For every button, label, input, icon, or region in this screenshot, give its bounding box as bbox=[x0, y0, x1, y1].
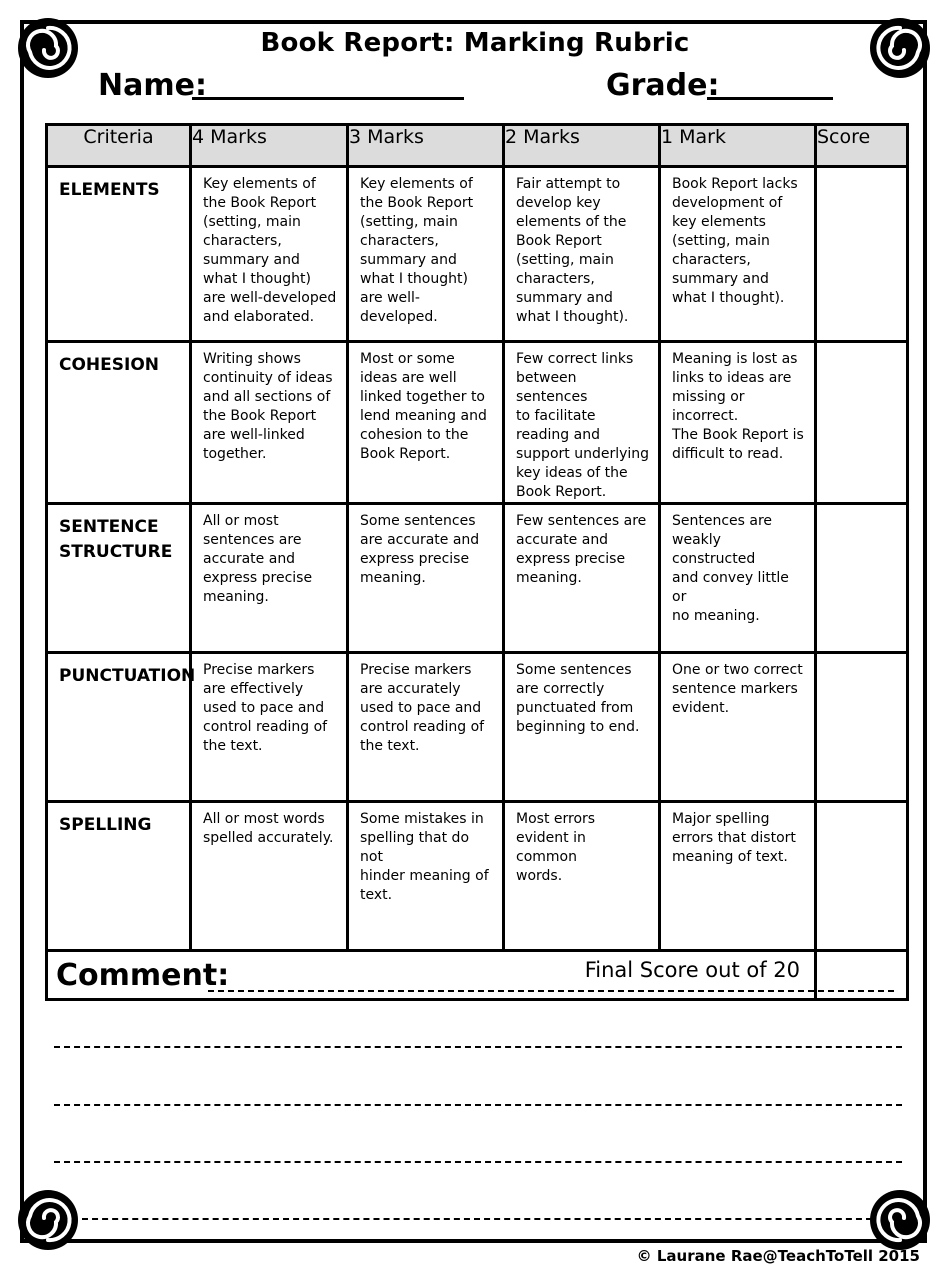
final-score-label: Final Score out of 20 bbox=[47, 951, 816, 1000]
table-row bbox=[47, 167, 908, 342]
rubric-cell: Some mistakes in spelling that do not hinder meaning of text. bbox=[348, 802, 504, 951]
rubric-cell: All or most words spelled accurately. bbox=[191, 802, 348, 951]
rubric-cell: Book Report lacks development of key elements (setting, main characters, summary and what I thought). bbox=[660, 167, 816, 342]
rubric-cell: Precise markers are effectively used to pace and control reading of the text. bbox=[191, 653, 348, 802]
rubric-cell: Major spelling errors that distort meaning of text. bbox=[660, 802, 816, 951]
rubric-cell: Few sentences are accurate and express precise meaning. bbox=[504, 504, 660, 653]
rubric-cell: Few correct links between sentences to facilitate reading and support underlying key ideas of the Book Report. bbox=[504, 342, 660, 504]
rubric-cell: Most errors evident in common words. bbox=[504, 802, 660, 951]
header-2-marks: 2 Marks bbox=[504, 125, 660, 167]
grade-field[interactable] bbox=[707, 97, 833, 100]
comment-line[interactable] bbox=[208, 990, 894, 992]
criteria-cell: SPELLING bbox=[47, 802, 191, 951]
swirl-ornament-icon bbox=[16, 1188, 80, 1252]
score-cell[interactable] bbox=[816, 653, 908, 802]
criteria-cell: SENTENCE STRUCTURE bbox=[47, 504, 191, 653]
rubric-cell: Meaning is lost as links to ideas are missing or incorrect. The Book Report is difficult to read. bbox=[660, 342, 816, 504]
score-cell[interactable] bbox=[816, 342, 908, 504]
rubric-table bbox=[45, 123, 909, 1001]
page-title: Book Report: Marking Rubric bbox=[260, 28, 690, 58]
header-1-mark: 1 Mark bbox=[660, 125, 816, 167]
rubric-cell: Some sentences are correctly punctuated from beginning to end. bbox=[504, 653, 660, 802]
rubric-cell: Fair attempt to develop key elements of the Book Report (setting, main characters, summary and what I thought). bbox=[504, 167, 660, 342]
header-score: Score bbox=[816, 125, 908, 167]
criteria-cell: COHESION bbox=[47, 342, 191, 504]
rubric-cell: Some sentences are accurate and express precise meaning. bbox=[348, 504, 504, 653]
rubric-cell: One or two correct sentence markers evident. bbox=[660, 653, 816, 802]
grade-label: Grade: bbox=[606, 68, 720, 103]
comment-line[interactable] bbox=[82, 1218, 872, 1220]
swirl-ornament-icon bbox=[868, 1188, 932, 1252]
header-3-marks: 3 Marks bbox=[348, 125, 504, 167]
rubric-cell: Key elements of the Book Report (setting, main characters, summary and what I thought) are well-developed. bbox=[348, 167, 504, 342]
comment-line[interactable] bbox=[54, 1104, 902, 1106]
score-cell[interactable] bbox=[816, 504, 908, 653]
criteria-cell: ELEMENTS bbox=[47, 167, 191, 342]
table-row bbox=[47, 504, 908, 653]
rubric-cell: Most or some ideas are well linked together to lend meaning and cohesion to the Book Report. bbox=[348, 342, 504, 504]
table-row bbox=[47, 802, 908, 951]
name-label: Name: bbox=[98, 68, 207, 103]
comment-line[interactable] bbox=[54, 1046, 902, 1048]
comment-label: Comment: bbox=[56, 958, 230, 993]
score-cell[interactable] bbox=[816, 167, 908, 342]
rubric-cell: Sentences are weakly constructed and convey little or no meaning. bbox=[660, 504, 816, 653]
header-4-marks: 4 Marks bbox=[191, 125, 348, 167]
table-row bbox=[47, 653, 908, 802]
rubric-cell: Writing shows continuity of ideas and all sections of the Book Report are well-linked together. bbox=[191, 342, 348, 504]
comment-line[interactable] bbox=[54, 1161, 902, 1163]
rubric-cell: Key elements of the Book Report (setting, main characters, summary and what I thought) are well-developed and elaborated. bbox=[191, 167, 348, 342]
copyright-notice: © Laurane Rae@TeachToTell 2015 bbox=[636, 1247, 920, 1265]
rubric-cell: Precise markers are accurately used to pace and control reading of the text. bbox=[348, 653, 504, 802]
rubric-cell: All or most sentences are accurate and express precise meaning. bbox=[191, 504, 348, 653]
table-row bbox=[47, 342, 908, 504]
header-criteria: Criteria bbox=[47, 125, 191, 167]
name-field[interactable] bbox=[192, 97, 464, 100]
score-cell[interactable] bbox=[816, 802, 908, 951]
final-score-cell[interactable] bbox=[816, 951, 908, 1000]
criteria-cell: PUNCTUATION bbox=[47, 653, 191, 802]
